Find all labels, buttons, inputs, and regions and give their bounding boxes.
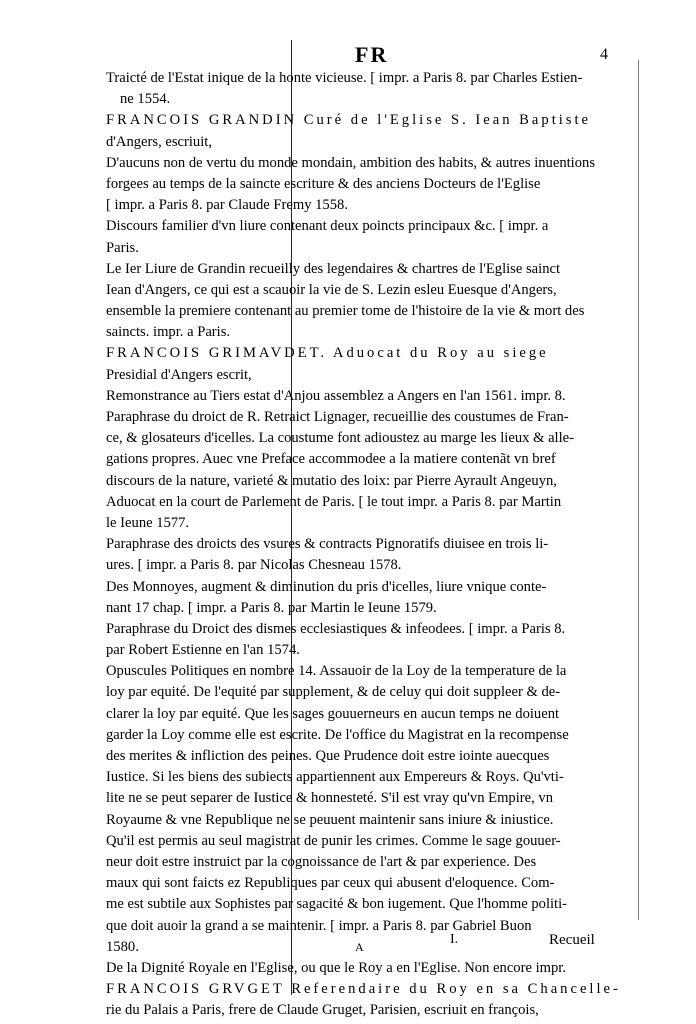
catchword: Recueil xyxy=(549,932,595,948)
text-line: ures. [ impr. a Paris 8. par Nicolas Chesneau 1578. xyxy=(106,557,402,574)
page-number: 4 xyxy=(600,46,608,63)
text-line: maux qui sont faicts ez Republiques par ceux qui abusent d'eloquence. Com- xyxy=(106,875,555,892)
text-line: neur doit estre instruict par la cognoissance de l'art & par experience. Des xyxy=(106,853,537,870)
text-line: d'Angers, escriuit, xyxy=(106,133,212,150)
text-line: Paraphrase du Droict des dismes ecclesiastiques & infeodees. [ impr. a Paris 8. xyxy=(106,620,566,637)
text-line: Paris. xyxy=(106,239,139,256)
text-line: Presidial d'Angers escrit, xyxy=(106,366,252,383)
text-line: le Ieune 1577. xyxy=(106,514,190,531)
text-line: 1580. xyxy=(106,938,139,955)
text-line: me est subtile aux Sophistes par sagacité & bon iugement. Que l'homme politi- xyxy=(106,896,568,913)
text-line: garder la Loy comme elle est escrite. De l'office du Magistrat en la recompense xyxy=(106,726,569,743)
page-footer xyxy=(0,920,696,980)
text-line: nant 17 chap. [ impr. a Paris 8. par Martin le Ieune 1579. xyxy=(106,599,437,616)
author-heading: FRANCOIS GRANDIN Curé de l'Eglise S. Iean Baptiste xyxy=(106,112,592,129)
text-line: Discours familier d'vn liure contenant deux poincts principaux &c. [ impr. a xyxy=(106,218,549,235)
text-line: ce, & glosateurs d'icelles. La coustume font adioustez au marge les lieux & alle- xyxy=(106,430,574,447)
text-line: Aduocat en la court de Parlement de Paris. [ le tout impr. a Paris 8. par Martin xyxy=(106,493,562,510)
author-heading: FRANCOIS GRVGET Referendaire du Roy en sa Chancelle- xyxy=(106,981,621,998)
text-line: Paraphrase des droicts des vsures & contracts Pignoratifs diuisee en trois li- xyxy=(106,536,549,553)
text-line: Traicté de l'Estat inique de la honte vicieuse. [ impr. a Paris 8. par Charles Estien- xyxy=(106,70,583,86)
text-line: par Robert Estienne en l'an 1574. xyxy=(106,642,300,659)
text-line: clarer la loy par equité. Que les sages gouuerneurs en aucun temps ne doiuent xyxy=(106,705,560,722)
text-line: lite ne se peut separer de Iustice & honnesteté. S'il est vray qu'vn Empire, vn xyxy=(106,790,553,807)
text-line: Qu'il est permis au seul magistrat de punir les crimes. Comme le sage gouuer- xyxy=(106,832,561,849)
author-heading: FRANCOIS GRIMAVDET. Aduocat du Roy au siege xyxy=(106,345,549,362)
text-line: [ impr. a Paris 8. par Claude Fremy 1558. xyxy=(106,197,348,214)
text-line: que doit auoir la grand a se maintenir. [ impr. a Paris 8. par Gabriel Buon xyxy=(106,917,532,934)
text-line: loy par equité. De l'equité par supplement, & de celuy qui doit suppleer & de- xyxy=(106,684,561,701)
text-line: saincts. impr. a Paris. xyxy=(106,324,231,341)
margin-shadow-line xyxy=(638,60,639,920)
text-line: Royaume & vne Republique ne se peuuent maintenir sans iniure & iniustice. xyxy=(106,811,554,828)
text-line: ensemble la premiere contenant au premier tome de l'histoire de la vie & mort des xyxy=(106,303,585,320)
text-line: gations propres. Auec vne Preface accommodee a la matiere contenãt vn bref xyxy=(106,451,556,468)
text-body xyxy=(106,68,626,1021)
text-line: rie du Palais a Paris, frere de Claude Gruget, Parisien, escriuit en françois, xyxy=(106,1002,539,1019)
text-line: Remonstrance au Tiers estat d'Anjou assemblez a Angers en l'an 1561. impr. 8. xyxy=(106,387,566,404)
text-line: Opuscules Politiques en nombre 14. Assauoir de la Loy de la temperature de la xyxy=(106,663,567,680)
text-line: forgees au temps de la saincte escriture & des anciens Docteurs de l'Eglise xyxy=(106,175,541,192)
text-line: des merites & infliction des peines. Que Prudence doit estre iointe auecques xyxy=(106,748,550,764)
text-line: discours de la nature, varieté & mutatio des loix: par Pierre Ayrault Angeuyn, xyxy=(106,472,557,489)
text-line: Iean d'Angers, ce qui est a scauoir la vie de S. Lezin esleu Euesque d'Angers, xyxy=(106,281,557,298)
text-line: Des Monnoyes, augment & diminution du pris d'icelles, liure vnique conte- xyxy=(106,578,547,595)
running-head: FR xyxy=(355,42,389,67)
text-line: De la Dignité Royale en l'Eglise, ou que le Roy a en l'Eglise. Non encore impr. xyxy=(106,959,566,976)
signature-mark: A xyxy=(355,940,364,954)
text-line: Paraphrase du droict de R. Retraict Lignager, recueillie des coustumes de Fran- xyxy=(106,409,569,425)
text-line: ne 1554. xyxy=(120,91,171,108)
text-line: Le Ier Liure de Grandin recueilly des legendaires & chartres de l'Eglise sainct xyxy=(106,260,561,277)
text-line: Iustice. Si les biens des subiects appartiennent aux Empereurs & Roys. Qu'vti- xyxy=(106,769,564,786)
signature-letter: I. xyxy=(450,932,459,947)
text-line: D'aucuns non de vertu du monde mondain, ambition des habits, & autres inuentions xyxy=(106,154,596,171)
